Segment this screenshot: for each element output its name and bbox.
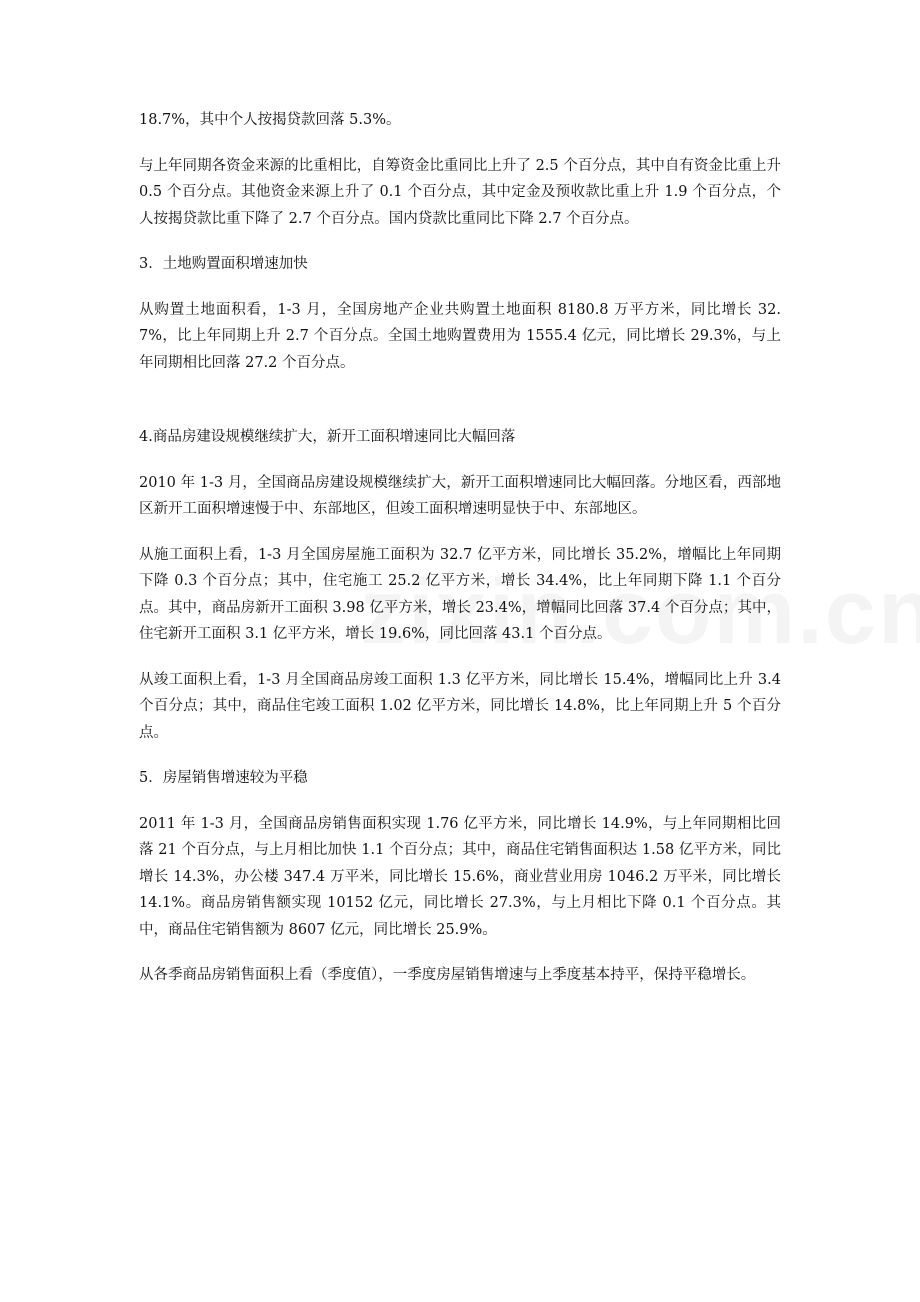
heading-land-purchase: 3．土地购置面积增速加快: [139, 256, 308, 272]
heading-construction-scale: 4.商品房建设规模继续扩大，新开工面积增速同比大幅回落: [139, 429, 516, 445]
paragraph-completion-area: 从竣工面积上看，1-3 月全国商品房竣工面积 1.3 亿平方米，同比增长 15.4%，增幅同比上升 3.4 个百分点；其中，商品住宅竣工面积 1.02 亿平方米，同比增长 14.8%，比上年同期上升 5 个百分点。: [139, 671, 781, 741]
paragraph-construction-overview: 2010 年 1-3 月，全国商品房建设规模继续扩大，新开工面积增速同比大幅回落。分地区看，西部地区新开工面积增速慢于中、东部地区，但竣工面积增速明显快于中、东部地区。: [139, 474, 781, 517]
paragraph-funding-share: 与上年同期各资金来源的比重相比，自筹资金比重同比上升了 2.5 个百分点，其中自有资金比重上升 0.5 个百分点。其他资金来源上升了 0.1 个百分点，其中定金及预收款比重上升 1.9 个百分点，个人按揭贷款比重下降了 2.7 个百分点。国内贷款比重同比下降 2.7 个百分点。: [139, 157, 781, 227]
paragraph-funding-tail: 18.7%，其中个人按揭贷款回落 5.3%。: [139, 112, 401, 128]
paragraph-land-purchase: 从购置土地面积看，1-3 月，全国房地产企业共购置土地面积 8180.8 万平方米，同比增长 32.7%，比上年同期上升 2.7 个百分点。全国土地购置费用为 1555.4 亿元，同比增长 29.3%，与上年同期相比回落 27.2 个百分点。: [139, 301, 781, 371]
paragraph-quarterly-sales: 从各季商品房销售面积上看（季度值），一季度房屋销售增速与上季度基本持平，保持平稳增长。: [139, 967, 756, 983]
heading-housing-sales: 5．房屋销售增速较为平稳: [139, 770, 308, 786]
document-body: [139, 107, 781, 1008]
paragraph-construction-area: 从施工面积上看，1-3 月全国房屋施工面积为 32.7 亿平方米，同比增长 35.2%，增幅比上年同期下降 0.3 个百分点；其中，住宅施工 25.2 亿平方米，增长 34.4%，比上年同期下降 1.1 个百分点。其中，商品房新开工面积 3.98 亿平方米，增长 23.4%，增幅同比回落 37.4 个百分点；其中，住宅新开工面积 3.1 亿平方米，增长 19.6%，同比回落 43.1 个百分点。: [139, 546, 781, 642]
paragraph-sales-figures: 2011 年 1-3 月，全国商品房销售面积实现 1.76 亿平方米，同比增长 14.9%，与上年同期相比回落 21 个百分点，与上月相比加快 1.1 个百分点；其中，商品住宅销售面积达 1.58 亿平方米，同比增长 14.3%，办公楼 347.4 万平米，同比增长 15.6%，商业营业用房 1046.2 万平米，同比增长 14.1%。商品房销售额实现 10152 亿元，同比增长 27.3%，与上月相比下降 0.1 个百分点。其中，商品住宅销售额为 8607 亿元，同比增长 25.9%。: [139, 815, 781, 938]
